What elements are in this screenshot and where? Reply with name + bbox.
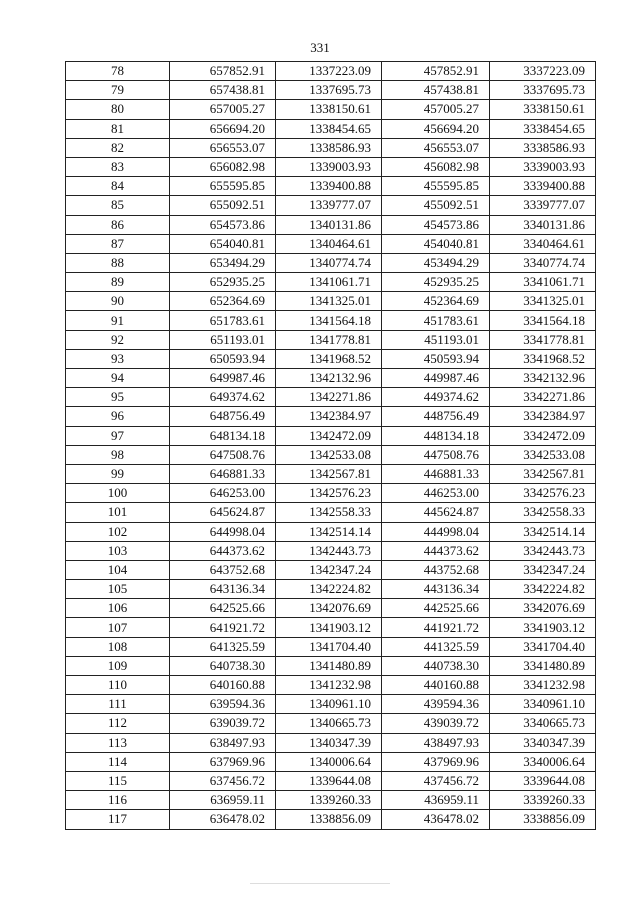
table-row (66, 733, 596, 752)
point-number-cell: 101 (66, 503, 170, 522)
table-row (66, 407, 596, 426)
coordinate-cell: 3337223.09 (490, 62, 596, 81)
coordinate-cell: 1338586.93 (276, 138, 382, 157)
point-number-cell: 82 (66, 138, 170, 157)
coordinate-cell: 1342558.33 (276, 503, 382, 522)
coordinate-cell: 456553.07 (382, 138, 490, 157)
table-row (66, 503, 596, 522)
coordinate-cell: 640738.30 (170, 656, 276, 675)
point-number-cell: 94 (66, 369, 170, 388)
table-row (66, 560, 596, 579)
point-number-cell: 85 (66, 196, 170, 215)
coordinate-cell: 451193.01 (382, 330, 490, 349)
coordinate-cell: 1339260.33 (276, 791, 382, 810)
coordinate-cell: 644373.62 (170, 541, 276, 560)
coordinate-cell: 3342347.24 (490, 560, 596, 579)
table-row (66, 426, 596, 445)
point-number-cell: 98 (66, 445, 170, 464)
coordinate-cell: 436959.11 (382, 791, 490, 810)
coordinate-cell: 653494.29 (170, 253, 276, 272)
coordinate-cell: 3338856.09 (490, 810, 596, 829)
coordinate-cell: 3341903.12 (490, 618, 596, 637)
coordinate-cell: 657852.91 (170, 62, 276, 81)
coordinate-cell: 3341778.81 (490, 330, 596, 349)
coordinate-cell: 651193.01 (170, 330, 276, 349)
coordinate-cell: 457005.27 (382, 100, 490, 119)
coordinate-cell: 1338454.65 (276, 119, 382, 138)
coordinate-cell: 3342443.73 (490, 541, 596, 560)
coordinate-cell: 637969.96 (170, 752, 276, 771)
coordinate-cell: 441325.59 (382, 637, 490, 656)
page-number: 331 (310, 40, 330, 55)
coordinate-cell: 1340961.10 (276, 695, 382, 714)
coordinate-cell: 3342567.81 (490, 464, 596, 483)
coordinate-cell: 437456.72 (382, 771, 490, 790)
coordinate-cell: 3341564.18 (490, 311, 596, 330)
coordinate-cell: 440738.30 (382, 656, 490, 675)
coordinate-cell: 444998.04 (382, 522, 490, 541)
coordinate-cell: 1339777.07 (276, 196, 382, 215)
coordinate-cell: 655595.85 (170, 177, 276, 196)
coordinate-cell: 3342076.69 (490, 599, 596, 618)
coordinate-cell: 3340131.86 (490, 215, 596, 234)
coordinate-cell: 436478.02 (382, 810, 490, 829)
coordinate-cell: 641325.59 (170, 637, 276, 656)
coordinate-cell: 657005.27 (170, 100, 276, 119)
coordinate-cell: 1342384.97 (276, 407, 382, 426)
coordinate-cell: 3340665.73 (490, 714, 596, 733)
point-number-cell: 110 (66, 676, 170, 695)
coordinate-cell: 656553.07 (170, 138, 276, 157)
point-number-cell: 80 (66, 100, 170, 119)
coordinate-cell: 1341232.98 (276, 676, 382, 695)
coordinate-cell: 446881.33 (382, 464, 490, 483)
coordinate-cell: 452935.25 (382, 273, 490, 292)
coordinate-cell: 1337695.73 (276, 81, 382, 100)
table-row (66, 330, 596, 349)
point-number-cell: 93 (66, 349, 170, 368)
coordinate-cell: 1338150.61 (276, 100, 382, 119)
point-number-cell: 78 (66, 62, 170, 81)
coordinate-cell: 3340464.61 (490, 234, 596, 253)
coordinate-cell: 639594.36 (170, 695, 276, 714)
coordinate-cell: 656082.98 (170, 157, 276, 176)
table-row (66, 369, 596, 388)
coordinate-cell: 1341778.81 (276, 330, 382, 349)
coordinate-cell: 3342514.14 (490, 522, 596, 541)
coordinate-cell: 451783.61 (382, 311, 490, 330)
coordinate-cell: 1340006.64 (276, 752, 382, 771)
table-row (66, 618, 596, 637)
table-row (66, 100, 596, 119)
coordinate-cell: 3338454.65 (490, 119, 596, 138)
point-number-cell: 106 (66, 599, 170, 618)
point-number-cell: 109 (66, 656, 170, 675)
coordinate-cell: 1342567.81 (276, 464, 382, 483)
coordinate-cell: 448756.49 (382, 407, 490, 426)
coordinate-cell: 453494.29 (382, 253, 490, 272)
point-number-cell: 100 (66, 484, 170, 503)
point-number-cell: 108 (66, 637, 170, 656)
coordinate-cell: 454040.81 (382, 234, 490, 253)
coordinate-cell: 437969.96 (382, 752, 490, 771)
coordinate-cell: 639039.72 (170, 714, 276, 733)
coordinate-cell: 656694.20 (170, 119, 276, 138)
coordinate-cell: 446253.00 (382, 484, 490, 503)
table-row (66, 445, 596, 464)
table-row (66, 177, 596, 196)
coordinate-cell: 641921.72 (170, 618, 276, 637)
point-number-cell: 117 (66, 810, 170, 829)
table-row (66, 157, 596, 176)
coordinate-cell: 448134.18 (382, 426, 490, 445)
coordinate-cell: 3339777.07 (490, 196, 596, 215)
coordinate-cell: 3342271.86 (490, 388, 596, 407)
table-row (66, 119, 596, 138)
coordinate-cell: 1340131.86 (276, 215, 382, 234)
coordinate-cell: 449987.46 (382, 369, 490, 388)
footer-divider (250, 883, 390, 884)
coordinate-cell: 3338150.61 (490, 100, 596, 119)
coordinate-cell: 1342224.82 (276, 580, 382, 599)
point-number-cell: 86 (66, 215, 170, 234)
point-number-cell: 99 (66, 464, 170, 483)
table-row (66, 234, 596, 253)
table-row (66, 522, 596, 541)
point-number-cell: 90 (66, 292, 170, 311)
table-row (66, 215, 596, 234)
point-number-cell: 112 (66, 714, 170, 733)
table-row (66, 695, 596, 714)
table-row (66, 637, 596, 656)
table-row (66, 349, 596, 368)
coordinate-cell: 1342271.86 (276, 388, 382, 407)
table-row (66, 311, 596, 330)
coordinate-cell: 648756.49 (170, 407, 276, 426)
coordinate-table-body (66, 62, 596, 830)
coordinate-cell: 1342576.23 (276, 484, 382, 503)
coordinate-cell: 643752.68 (170, 560, 276, 579)
point-number-cell: 111 (66, 695, 170, 714)
point-number-cell: 89 (66, 273, 170, 292)
table-row (66, 62, 596, 81)
coordinate-cell: 439039.72 (382, 714, 490, 733)
coordinate-cell: 3342533.08 (490, 445, 596, 464)
point-number-cell: 88 (66, 253, 170, 272)
coordinate-cell: 445624.87 (382, 503, 490, 522)
coordinate-cell: 1342347.24 (276, 560, 382, 579)
coordinate-cell: 455595.85 (382, 177, 490, 196)
coordinate-cell: 1342514.14 (276, 522, 382, 541)
point-number-cell: 114 (66, 752, 170, 771)
coordinate-cell: 1341903.12 (276, 618, 382, 637)
coordinate-cell: 646253.00 (170, 484, 276, 503)
point-number-cell: 102 (66, 522, 170, 541)
table-row (66, 791, 596, 810)
point-number-cell: 97 (66, 426, 170, 445)
table-row (66, 388, 596, 407)
table-row (66, 273, 596, 292)
coordinate-cell: 3341704.40 (490, 637, 596, 656)
point-number-cell: 83 (66, 157, 170, 176)
table-row (66, 752, 596, 771)
coordinate-cell: 450593.94 (382, 349, 490, 368)
coordinate-cell: 643136.34 (170, 580, 276, 599)
coordinate-cell: 1339644.08 (276, 771, 382, 790)
coordinate-cell: 447508.76 (382, 445, 490, 464)
coordinate-cell: 3341325.01 (490, 292, 596, 311)
coordinate-cell: 3340347.39 (490, 733, 596, 752)
table-row (66, 676, 596, 695)
coordinate-cell: 3342472.09 (490, 426, 596, 445)
coordinate-cell: 1341480.89 (276, 656, 382, 675)
table-row (66, 656, 596, 675)
coordinate-cell: 652935.25 (170, 273, 276, 292)
point-number-cell: 91 (66, 311, 170, 330)
point-number-cell: 87 (66, 234, 170, 253)
coordinate-cell: 1342443.73 (276, 541, 382, 560)
coordinate-cell: 651783.61 (170, 311, 276, 330)
coordinate-cell: 650593.94 (170, 349, 276, 368)
coordinate-cell: 3338586.93 (490, 138, 596, 157)
table-row (66, 138, 596, 157)
point-number-cell: 92 (66, 330, 170, 349)
coordinate-cell: 1342472.09 (276, 426, 382, 445)
coordinate-cell: 646881.33 (170, 464, 276, 483)
coordinate-cell: 644998.04 (170, 522, 276, 541)
point-number-cell: 104 (66, 560, 170, 579)
coordinate-cell: 452364.69 (382, 292, 490, 311)
point-number-cell: 115 (66, 771, 170, 790)
coordinate-cell: 3339003.93 (490, 157, 596, 176)
table-row (66, 599, 596, 618)
coordinate-cell: 3340006.64 (490, 752, 596, 771)
point-number-cell: 107 (66, 618, 170, 637)
coordinate-cell: 457852.91 (382, 62, 490, 81)
coordinate-cell: 456694.20 (382, 119, 490, 138)
coordinate-cell: 1339400.88 (276, 177, 382, 196)
coordinate-cell: 636478.02 (170, 810, 276, 829)
coordinate-cell: 1342076.69 (276, 599, 382, 618)
coordinate-cell: 3340961.10 (490, 695, 596, 714)
coordinate-cell: 1338856.09 (276, 810, 382, 829)
coordinate-cell: 1340665.73 (276, 714, 382, 733)
table-row (66, 464, 596, 483)
coordinate-cell: 1340464.61 (276, 234, 382, 253)
point-number-cell: 81 (66, 119, 170, 138)
coordinate-cell: 3342224.82 (490, 580, 596, 599)
coordinate-cell: 3342384.97 (490, 407, 596, 426)
table-row (66, 541, 596, 560)
coordinate-cell: 438497.93 (382, 733, 490, 752)
coordinate-cell: 457438.81 (382, 81, 490, 100)
coordinate-cell: 648134.18 (170, 426, 276, 445)
coordinate-cell: 3337695.73 (490, 81, 596, 100)
table-row (66, 253, 596, 272)
coordinate-cell: 449374.62 (382, 388, 490, 407)
coordinate-cell: 456082.98 (382, 157, 490, 176)
coordinate-cell: 3339644.08 (490, 771, 596, 790)
coordinate-cell: 3342576.23 (490, 484, 596, 503)
coordinate-cell: 3341061.71 (490, 273, 596, 292)
table-row (66, 196, 596, 215)
coordinate-cell: 647508.76 (170, 445, 276, 464)
coordinate-cell: 3341480.89 (490, 656, 596, 675)
coordinate-cell: 3341968.52 (490, 349, 596, 368)
coordinate-cell: 444373.62 (382, 541, 490, 560)
coordinate-cell: 1342533.08 (276, 445, 382, 464)
coordinate-cell: 652364.69 (170, 292, 276, 311)
coordinate-cell: 440160.88 (382, 676, 490, 695)
coordinate-cell: 1341704.40 (276, 637, 382, 656)
coordinate-cell: 3342558.33 (490, 503, 596, 522)
coordinate-cell: 637456.72 (170, 771, 276, 790)
table-row (66, 810, 596, 829)
point-number-cell: 105 (66, 580, 170, 599)
coordinate-cell: 441921.72 (382, 618, 490, 637)
coordinate-cell: 645624.87 (170, 503, 276, 522)
coordinate-cell: 1339003.93 (276, 157, 382, 176)
point-number-cell: 113 (66, 733, 170, 752)
coordinate-cell: 443136.34 (382, 580, 490, 599)
coordinate-cell: 642525.66 (170, 599, 276, 618)
coordinate-cell: 1341061.71 (276, 273, 382, 292)
point-number-cell: 103 (66, 541, 170, 560)
point-number-cell: 95 (66, 388, 170, 407)
coordinate-cell: 1341325.01 (276, 292, 382, 311)
coordinate-cell: 454573.86 (382, 215, 490, 234)
table-row (66, 771, 596, 790)
coordinate-cell: 655092.51 (170, 196, 276, 215)
coordinate-cell: 1340774.74 (276, 253, 382, 272)
coordinate-cell: 640160.88 (170, 676, 276, 695)
coordinate-cell: 1337223.09 (276, 62, 382, 81)
point-number-cell: 79 (66, 81, 170, 100)
coordinate-cell: 442525.66 (382, 599, 490, 618)
coordinate-cell: 3339260.33 (490, 791, 596, 810)
coordinate-table (65, 61, 596, 830)
coordinate-cell: 654573.86 (170, 215, 276, 234)
coordinate-cell: 3340774.74 (490, 253, 596, 272)
coordinate-cell: 3339400.88 (490, 177, 596, 196)
coordinate-cell: 455092.51 (382, 196, 490, 215)
coordinate-cell: 1341564.18 (276, 311, 382, 330)
coordinate-cell: 439594.36 (382, 695, 490, 714)
coordinate-cell: 3342132.96 (490, 369, 596, 388)
coordinate-cell: 649987.46 (170, 369, 276, 388)
coordinate-cell: 638497.93 (170, 733, 276, 752)
table-row (66, 714, 596, 733)
coordinate-cell: 1341968.52 (276, 349, 382, 368)
coordinate-cell: 649374.62 (170, 388, 276, 407)
coordinate-cell: 1342132.96 (276, 369, 382, 388)
coordinate-cell: 636959.11 (170, 791, 276, 810)
coordinate-cell: 443752.68 (382, 560, 490, 579)
point-number-cell: 84 (66, 177, 170, 196)
point-number-cell: 116 (66, 791, 170, 810)
table-row (66, 81, 596, 100)
coordinate-cell: 654040.81 (170, 234, 276, 253)
table-row (66, 484, 596, 503)
coordinate-cell: 3341232.98 (490, 676, 596, 695)
coordinate-cell: 1340347.39 (276, 733, 382, 752)
point-number-cell: 96 (66, 407, 170, 426)
coordinate-cell: 657438.81 (170, 81, 276, 100)
table-row (66, 292, 596, 311)
table-row (66, 580, 596, 599)
